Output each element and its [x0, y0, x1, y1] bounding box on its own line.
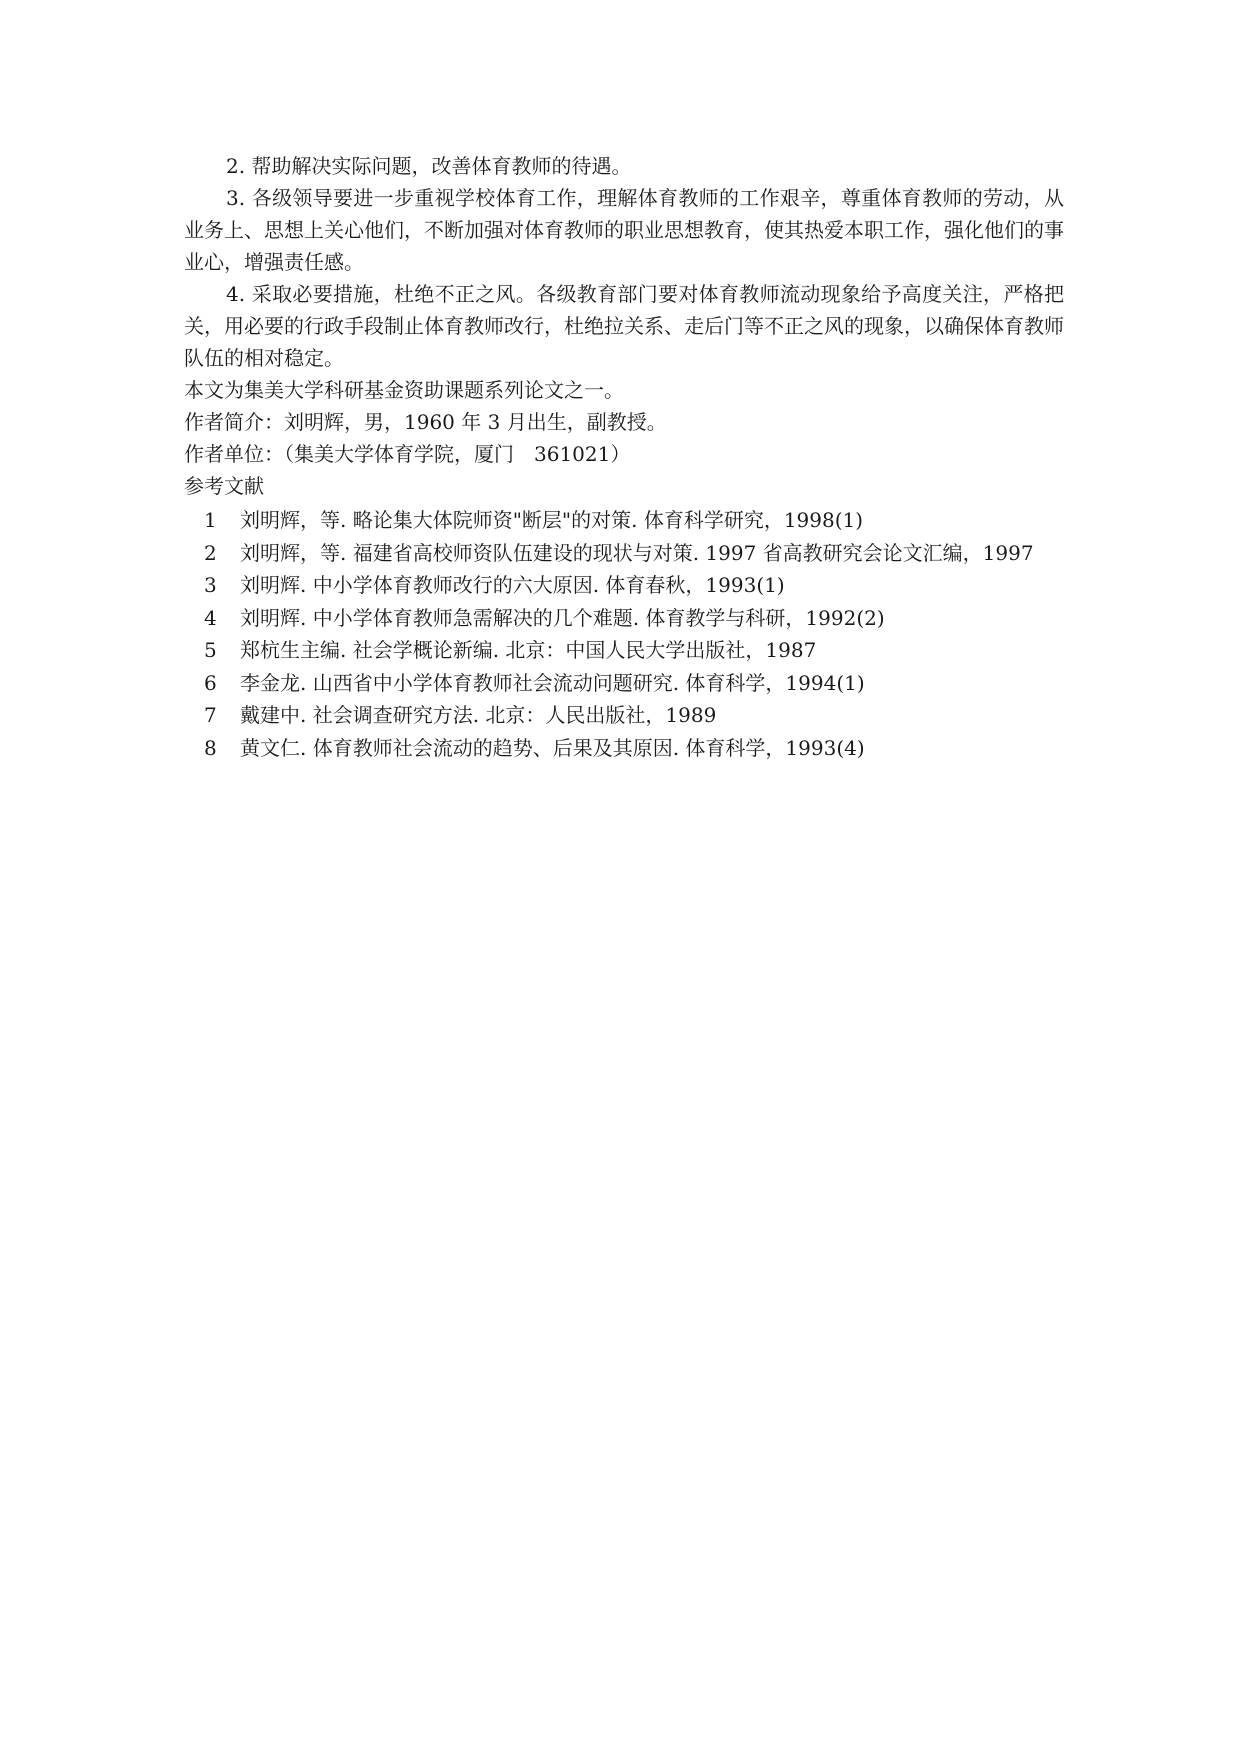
reference-item [184, 667, 1064, 700]
reference-text: 郑杭生主编. 社会学概论新编. 北京：中国人民大学出版社，1987 [240, 638, 817, 662]
reference-item [184, 537, 1064, 570]
document-page [184, 150, 1064, 764]
reference-list [184, 504, 1064, 764]
references-heading: 参考文献 [184, 474, 264, 498]
reference-item [184, 504, 1064, 537]
reference-text: 刘明辉，等. 福建省高校师资队伍建设的现状与对策. 1997 省高教研究会论文汇编，1997 [240, 540, 1034, 565]
reference-number: 6 [204, 670, 217, 695]
reference-number: 5 [204, 638, 217, 662]
reference-text: 刘明辉. 中小学体育教师急需解决的几个难题. 体育教学与科研，1992(2) [240, 605, 885, 630]
paragraph-item-2: 2. 帮助解决实际问题，改善体育教师的待遇。 [226, 154, 632, 178]
reference-number: 8 [204, 735, 217, 760]
funding-note: 本文为集美大学科研基金资助课题系列论文之一。 [184, 378, 624, 402]
reference-text: 黄文仁. 体育教师社会流动的趋势、后果及其原因. 体育科学，1993(4) [240, 735, 865, 760]
reference-item [184, 732, 1064, 765]
reference-text: 刘明辉. 中小学体育教师改行的六大原因. 体育春秋，1993(1) [240, 573, 785, 597]
reference-number: 4 [204, 605, 217, 630]
reference-item [184, 634, 1064, 667]
reference-number: 1 [204, 508, 217, 532]
reference-text: 戴建中. 社会调查研究方法. 北京：人民出版社，1989 [240, 703, 717, 727]
reference-text: 李金龙. 山西省中小学体育教师社会流动问题研究. 体育科学，1994(1) [240, 670, 865, 695]
paragraph-item-3: 3. 各级领导要进一步重视学校体育工作，理解体育教师的工作艰辛，尊重体育教师的劳动，从业务上、思想上关心他们，不断加强对体育教师的职业思想教育，使其热爱本职工作，强化他们的事业心，增强责任感。 [184, 186, 1064, 274]
reference-text: 刘明辉，等. 略论集大体院师资"断层"的对策. 体育科学研究，1998(1) [240, 508, 864, 532]
reference-item [184, 699, 1064, 732]
author-bio: 作者简介：刘明辉，男，1960 年 3 月出生，副教授。 [184, 410, 667, 434]
reference-number: 2 [204, 540, 217, 565]
reference-item [184, 569, 1064, 602]
reference-item [184, 602, 1064, 635]
reference-number: 3 [204, 573, 217, 597]
paragraph-item-4: 4. 采取必要措施，杜绝不正之风。各级教育部门要对体育教师流动现象给予高度关注，严格把关，用必要的行政手段制止体育教师改行，杜绝拉关系、走后门等不正之风的现象，以确保体育教师队伍的相对稳定。 [184, 282, 1064, 370]
author-unit: 作者单位：（集美大学体育学院，厦门 361021） [184, 442, 631, 466]
reference-number: 7 [204, 703, 217, 727]
